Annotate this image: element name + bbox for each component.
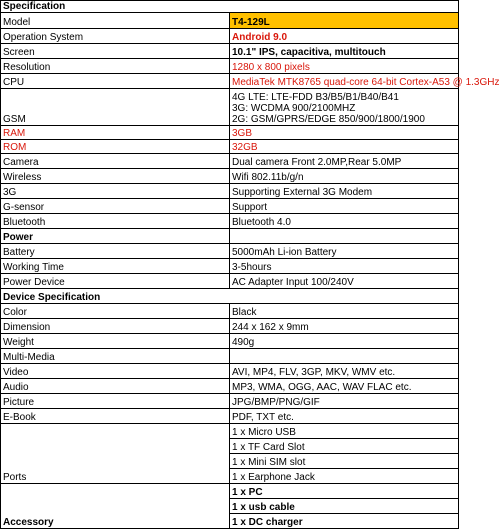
value-model: T4-129L [230,13,459,29]
row-accessory-1 [1,484,459,499]
label-battery: Battery [1,244,230,259]
section-multimedia-title: Multi-Media [1,349,230,364]
row-cpu [1,74,459,89]
value-resolution: 1280 x 800 pixels [230,59,459,74]
value-audio: MP3, WMA, OGG, AAC, WAV FLAC etc. [230,379,459,394]
label-model: Model [1,13,230,29]
value-3g: Supporting External 3G Modem [230,184,459,199]
value-power-device: AC Adapter Input 100/240V [230,274,459,289]
accessory-item: 1 x usb cable [230,499,459,514]
label-screen: Screen [1,44,230,59]
section-device [1,289,459,304]
label-wireless: Wireless [1,169,230,184]
row-rom [1,140,459,154]
row-camera [1,154,459,169]
row-3g [1,184,459,199]
ports-item: 1 x Mini SIM slot [230,454,459,469]
value-weight: 490g [230,334,459,349]
row-ram [1,126,459,140]
label-gsm: GSM [1,89,230,126]
label-weight: Weight [1,334,230,349]
row-power-device [1,274,459,289]
label-working-time: Working Time [1,259,230,274]
row-os [1,29,459,44]
value-ram: 3GB [230,126,459,140]
label-color: Color [1,304,230,319]
label-accessory: Accessory [1,484,230,529]
ports-item: 1 x Earphone Jack [230,469,459,484]
value-color: Black [230,304,459,319]
ports-item: 1 x TF Card Slot [230,439,459,454]
label-ebook: E-Book [1,409,230,424]
section-power [1,229,459,244]
label-dimension: Dimension [1,319,230,334]
label-os: Operation System [1,29,230,44]
label-3g: 3G [1,184,230,199]
row-gsensor [1,199,459,214]
value-rom: 32GB [230,140,459,154]
label-cpu: CPU [1,74,230,89]
label-video: Video [1,364,230,379]
label-camera: Camera [1,154,230,169]
label-rom: ROM [1,140,230,154]
row-dimension [1,319,459,334]
ports-item: 1 x Micro USB [230,424,459,439]
row-audio [1,379,459,394]
accessory-item: 1 x DC charger [230,514,459,529]
label-audio: Audio [1,379,230,394]
value-camera: Dual camera Front 2.0MP,Rear 5.0MP [230,154,459,169]
value-working-time: 3-5hours [230,259,459,274]
value-battery: 5000mAh Li-ion Battery [230,244,459,259]
title-row [1,1,459,13]
value-picture: JPG/BMP/PNG/GIF [230,394,459,409]
row-screen [1,44,459,59]
label-gsensor: G-sensor [1,199,230,214]
gsm-line: 4G LTE: LTE-FDD B3/B5/B1/B40/B41 [232,92,399,103]
row-battery [1,244,459,259]
row-model [1,13,459,29]
row-video [1,364,459,379]
spec-title: Specification [1,1,459,13]
label-ports: Ports [1,424,230,484]
gsm-line: 2G: GSM/GPRS/EDGE 850/900/1800/1900 [232,114,425,125]
value-cpu: MediaTek MTK8765 quad-core 64-bit Cortex-A53 @ 1.3GHz [230,74,459,89]
label-ram: RAM [1,126,230,140]
value-video: AVI, MP4, FLV, 3GP, MKV, WMV etc. [230,364,459,379]
section-multimedia-empty [230,349,459,364]
label-bluetooth: Bluetooth [1,214,230,229]
row-resolution [1,59,459,74]
value-bluetooth: Bluetooth 4.0 [230,214,459,229]
value-gsm [230,89,459,126]
label-resolution: Resolution [1,59,230,74]
row-bluetooth [1,214,459,229]
row-color [1,304,459,319]
label-picture: Picture [1,394,230,409]
label-power-device: Power Device [1,274,230,289]
row-picture [1,394,459,409]
row-gsm [1,89,459,126]
accessory-item: 1 x PC [230,484,459,499]
row-weight [1,334,459,349]
value-wireless: Wifi 802.11b/g/n [230,169,459,184]
value-dimension: 244 x 162 x 9mm [230,319,459,334]
value-gsensor: Support [230,199,459,214]
section-device-title: Device Specification [1,289,459,304]
row-working-time [1,259,459,274]
row-wireless [1,169,459,184]
row-ports-1 [1,424,459,439]
row-ebook [1,409,459,424]
section-multimedia [1,349,459,364]
section-power-empty [230,229,459,244]
value-screen: 10.1" IPS, capacitiva, multitouch [230,44,459,59]
value-ebook: PDF, TXT etc. [230,409,459,424]
section-power-title: Power [1,229,230,244]
gsm-line: 3G: WCDMA 900/2100MHZ [232,103,356,114]
value-os: Android 9.0 [230,29,459,44]
